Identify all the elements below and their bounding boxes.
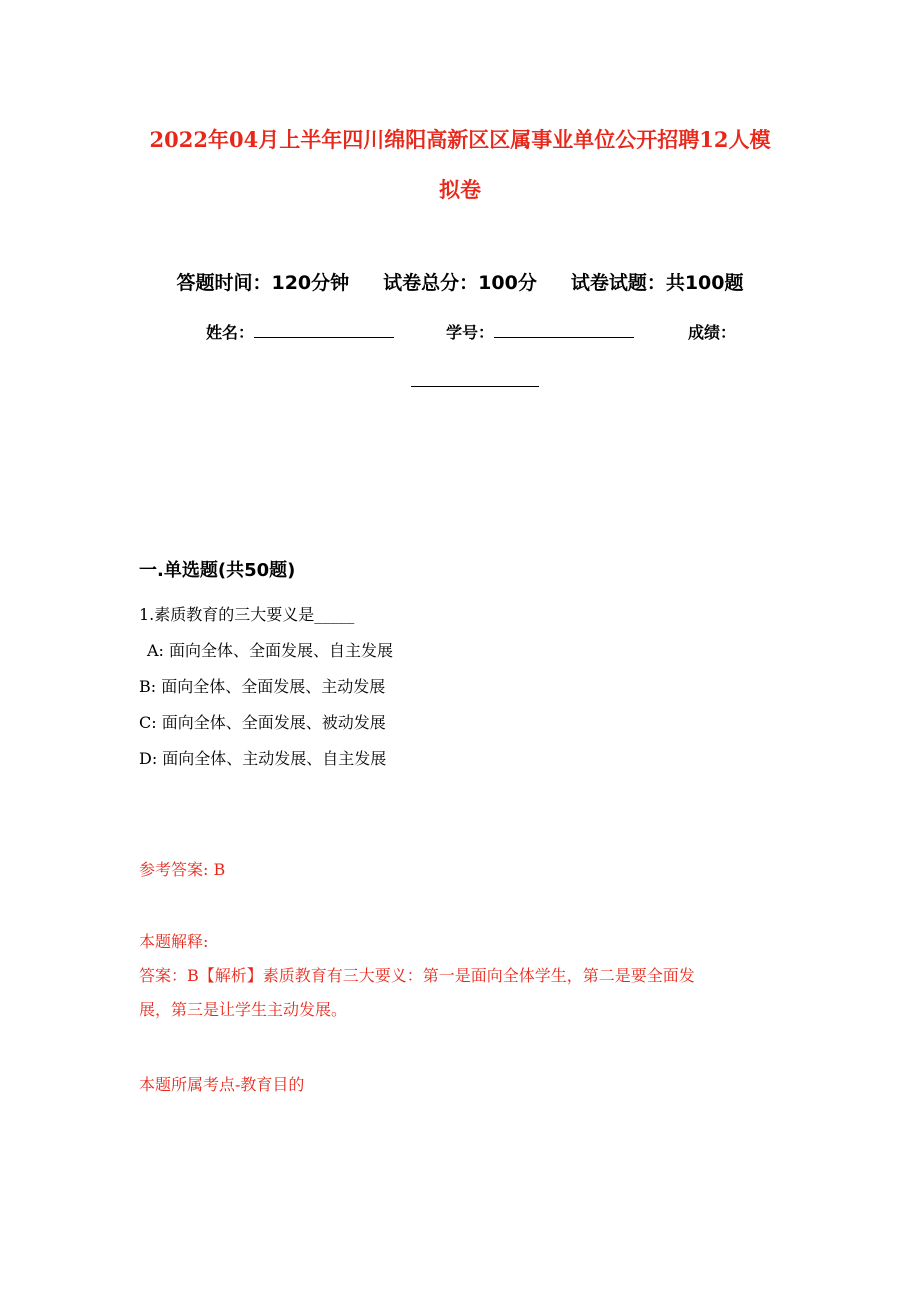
score-field — [688, 320, 736, 343]
option-a: A: 面向全体、全面发展、自主发展 — [147, 641, 394, 660]
option-d: D: 面向全体、主动发展、自主发展 — [139, 749, 387, 768]
exam-title-line-1: 2022年04月上半年四川绵阳高新区区属事业单位公开招聘12人模 — [149, 127, 771, 152]
name-label: 姓名： — [206, 323, 255, 342]
exam-total-score: 试卷总分：100分 — [383, 272, 537, 294]
exam-title-line-2: 拟卷 — [439, 177, 481, 202]
name-blank[interactable] — [254, 323, 394, 338]
student-id-field — [446, 320, 634, 343]
score-blank[interactable] — [411, 372, 539, 387]
exam-time: 答题时间：120分钟 — [176, 272, 350, 294]
explanation-line-1: 答案：B【解析】素质教育有三大要义：第一是面向全体学生，第二是要全面发 — [139, 966, 695, 985]
reference-answer: 参考答案: B — [139, 860, 226, 879]
student-id-blank[interactable] — [494, 323, 634, 338]
question-stem: 1.素质教育的三大要义是_____ — [139, 605, 355, 624]
student-id-label: 学号： — [446, 323, 495, 342]
option-c: C: 面向全体、全面发展、被动发展 — [139, 713, 386, 732]
exam-question-count: 试卷试题：共100题 — [570, 272, 744, 294]
name-field — [206, 320, 394, 343]
explanation-line-2: 展，第三是让学生主动发展。 — [139, 1000, 348, 1019]
section-title: 一.单选题(共50题) — [139, 560, 296, 581]
knowledge-point: 本题所属考点-教育目的 — [139, 1075, 305, 1094]
option-b: B: 面向全体、全面发展、主动发展 — [139, 677, 386, 696]
exam-meta — [0, 268, 920, 295]
explanation-label: 本题解释: — [139, 932, 209, 951]
score-label: 成绩： — [688, 323, 737, 342]
